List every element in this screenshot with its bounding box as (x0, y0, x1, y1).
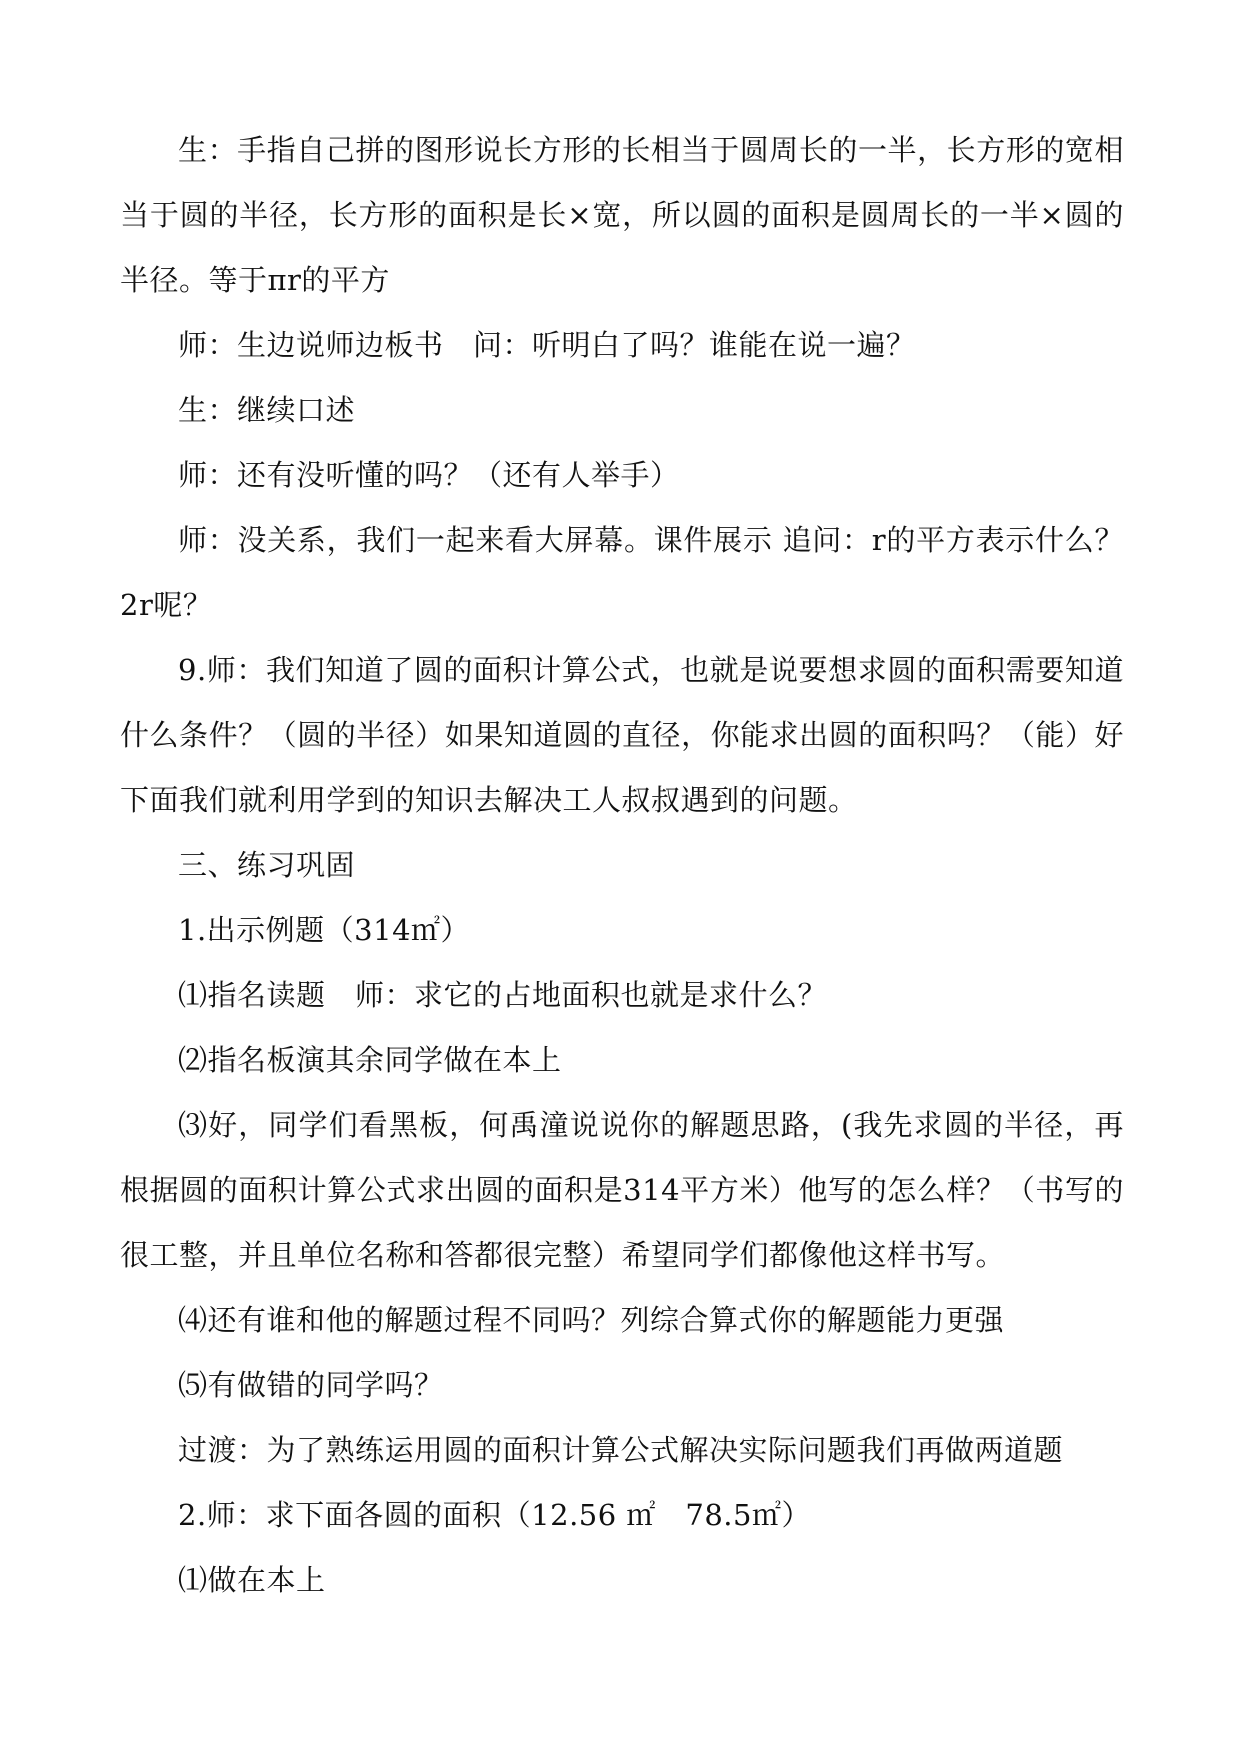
paragraph-example-1: 1.出示例题（314㎡） (178, 913, 471, 947)
paragraph-teacher-writes: 师：生边说师边板书 问：听明白了吗？谁能在说一遍？ (178, 328, 916, 362)
paragraph-transition: 过渡：为了熟练运用圆的面积计算公式解决实际问题我们再做两道题 (178, 1433, 1064, 1467)
paragraph-teacher-asks: 师：还有没听懂的吗？（还有人举手） (178, 458, 680, 492)
document-page (120, 118, 1124, 1613)
list-item-3: ⑶好，同学们看黑板，何禹潼说说你的解题思路，(我先求圆的半径，再根据圆的面积计算公式求出圆的面积是314平方米）他写的怎么样？（书写的很工整，并且单位名称和答都很完整）希望同学们都像他这样书写。 (120, 1108, 1124, 1272)
list-item-5: ⑸有做错的同学吗？ (178, 1368, 444, 1402)
list-item-1: ⑴指名读题 师：求它的占地面积也就是求什么？ (178, 978, 828, 1012)
list-item-4: ⑷还有谁和他的解题过程不同吗？列综合算式你的解题能力更强 (178, 1303, 1005, 1337)
paragraph-step-9: 9.师：我们知道了圆的面积计算公式，也就是说要想求圆的面积需要知道什么条件？（圆的半径）如果知道圆的直径，你能求出圆的面积吗？（能）好下面我们就利用学到的知识去解决工人叔叔遇到的问题。 (120, 653, 1124, 817)
list-item-2: ⑵指名板演其余同学做在本上 (178, 1043, 562, 1077)
paragraph-example-2: 2.师：求下面各圆的面积（12.56 ㎡ 78.5㎡） (178, 1498, 811, 1532)
list-item-6: ⑴做在本上 (178, 1563, 326, 1597)
paragraph-student-explanation: 生：手指自己拼的图形说长方形的长相当于圆周长的一半，长方形的宽相当于圆的半径，长方形的面积是长×宽，所以圆的面积是圆周长的一半×圆的半径。等于πr的平方 (120, 133, 1124, 297)
section-heading-practice: 三、练习巩固 (178, 848, 356, 882)
paragraph-student-repeats: 生：继续口述 (178, 393, 356, 427)
paragraph-courseware: 师：没关系，我们一起来看大屏幕。课件展示 追问：r的平方表示什么？2r呢？ (120, 523, 1124, 622)
